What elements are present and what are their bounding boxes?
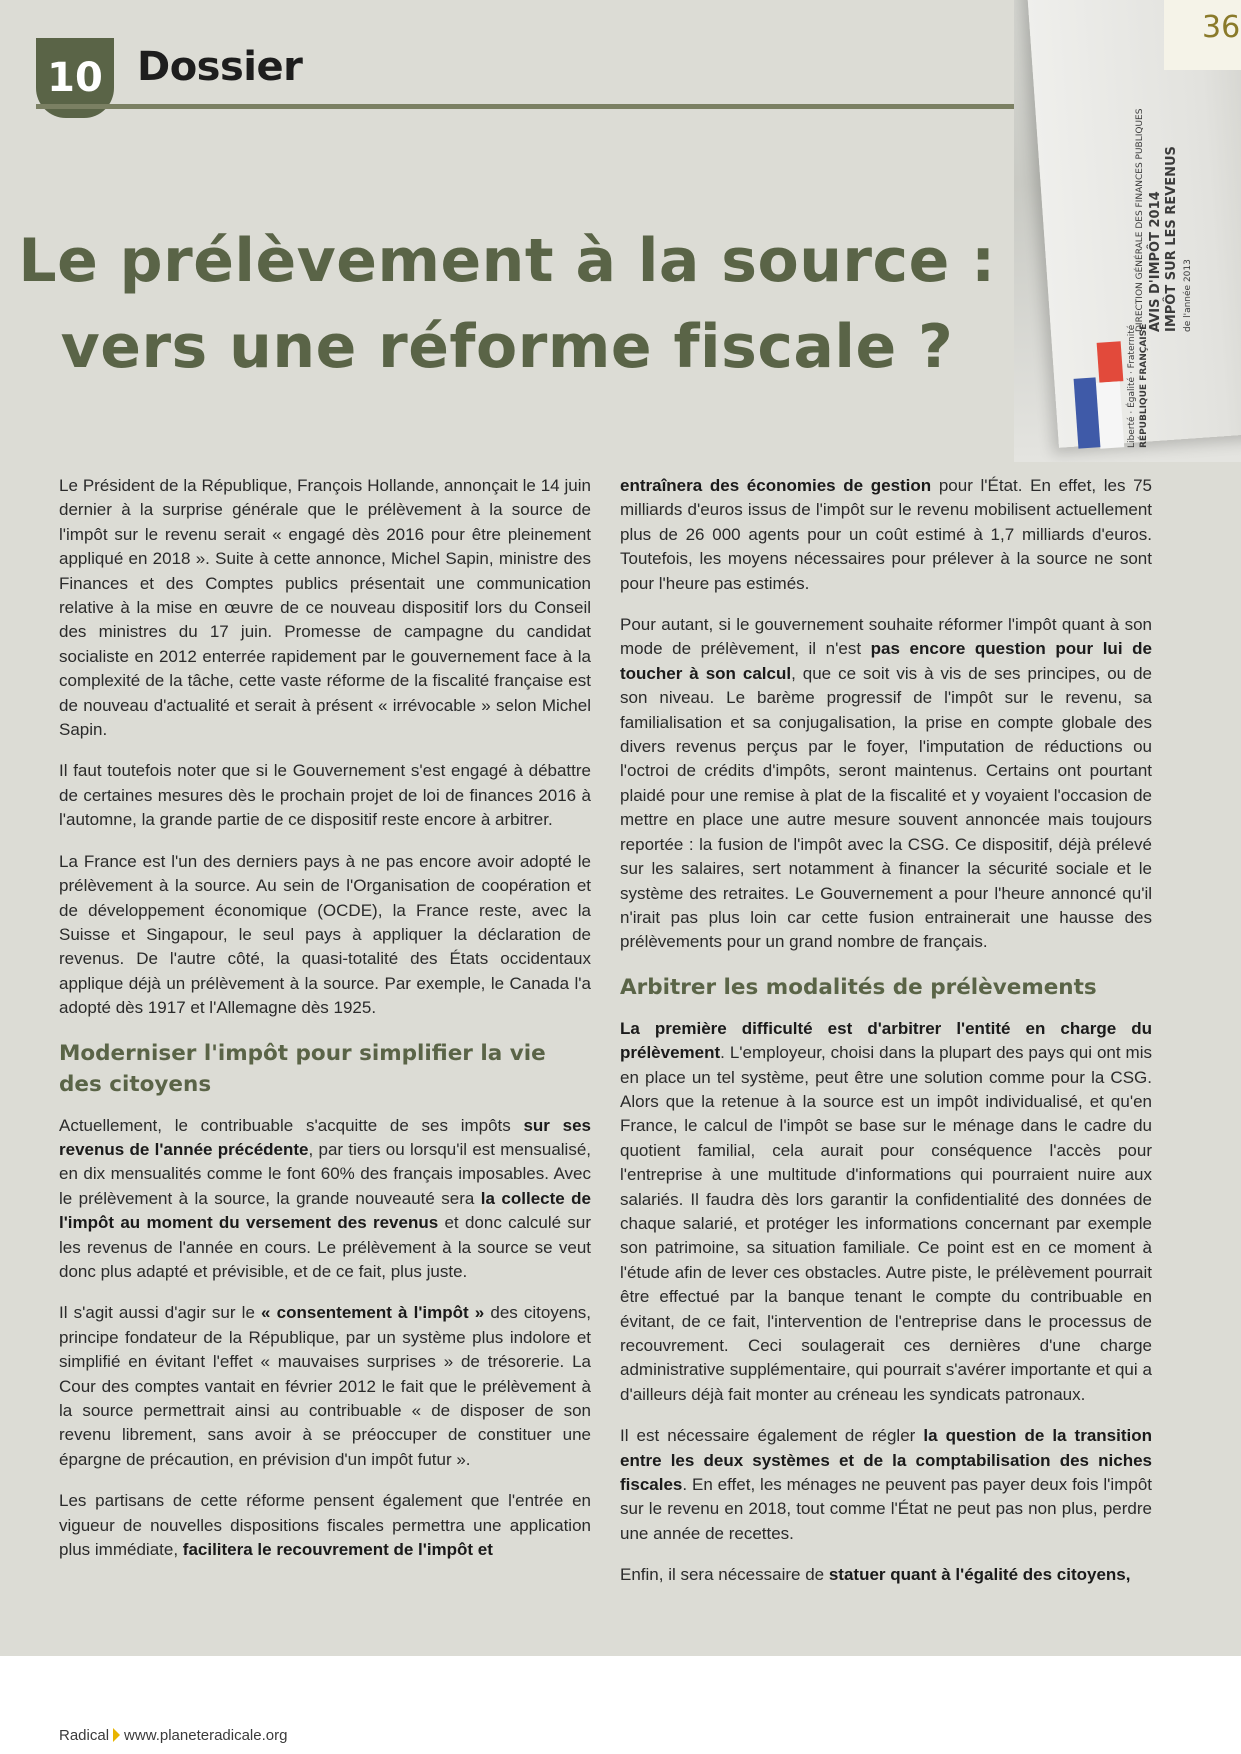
paragraph: Le Président de la République, François Hollande, annonçait le 14 juin dernier à la surprise générale que le prélèvement à la source de l'impôt sur le revenu serait « engagé dès 2016 pour être pleinement appliqué en 2018 ». Suite à cette annonce, Michel Sapin, ministre des Finances et des Comptes publics présentait une communication relative à la mise en œuvre de ce nouveau dispositif lors du Conseil des ministres du 17 juin. Promesse de campagne du candidat socialiste en 2012 enterrée rapidement par le gouvernement face à la complexité de la tâche, cette vaste réforme de la fiscalité française est de nouveau d'actualité et serait à présent « irrévocable » selon Michel Sapin.	[59, 476, 591, 740]
sticky-note-text: 36	[1202, 10, 1241, 45]
paragraph: Il faut toutefois noter que si le Gouvernement s'est engagé à débattre de certaines mesures dès le prochain projet de loi de finances 2016 à l'automne, la grande partie de ce dispositif reste encore à arbitrer.	[59, 761, 591, 830]
republic-logo-white	[1096, 381, 1125, 449]
republic-text	[1126, 148, 1150, 448]
header-divider	[36, 104, 1014, 109]
republic-line-1: Liberté · Égalité · Fraternité	[1127, 324, 1137, 448]
headline-line-2: vers une réforme fiscale ?	[60, 312, 954, 382]
paragraph: Pour autant, si le gouvernement souhaite réformer l'impôt quant à son mode de prélèvement, il n'est pas encore question pour lui de toucher à son calcul, que ce soit vis à vis de ses principes, ou de son niveau. Le barème progressif de l'impôt sur le revenu, sa familialisation et sa conjugalisation, la prise en compte globale des divers revenus perçus par le foyer, l'imputation de réductions ou l'octroi de crédits d'impôts, seront maintenus. Certains ont pourtant plaidé pour une remise à plat de la fiscalité et y voyaient l'occasion de mettre en place une autre mesure souvent annoncée mais toujours reportée : la fusion de l'impôt avec la CSG. Ce dispositif, déjà prélevé sur les salaires, sert notamment à financer la sécurité sociale et le système des retraites. Le Gouvernement a pour l'heure annoncé qu'il n'irait pas plus loin car cette fusion entrainerait une hausse des prélèvements pour un grand nombre de français.	[620, 615, 1152, 952]
tax-notice-photo	[1014, 0, 1241, 462]
subheading-arbitrer: Arbitrer les modalités de prélèvements	[620, 974, 1097, 1000]
section-title: Dossier	[137, 44, 303, 90]
republic-logo-red	[1097, 341, 1124, 383]
notice-line-2: AVIS D'IMPÔT 2014	[1148, 191, 1163, 332]
footer-arrow-icon	[113, 1728, 120, 1742]
paragraph: Actuellement, le contribuable s'acquitte de ses impôts sur ses revenus de l'année précédente, par tiers ou lorsqu'il est mensualisé, en dix mensualités comme le font 60% des français imposables. Avec le prélèvement à la source, la grande nouveauté sera la collecte de l'impôt au moment du versement des revenus et donc calculé sur les revenus de l'année en cours. Le prélèvement à la source se veut donc plus adapté et prévisible, et de ce fait, plus juste.	[59, 1115, 592, 1281]
headline-line-1: Le prélèvement à la source :	[18, 226, 996, 296]
notice-line-3: IMPÔT SUR LES REVENUS	[1164, 146, 1179, 332]
paragraph: Les partisans de cette réforme pensent également que l'entrée en vigueur de nouvelles dispositions fiscales permettra une application plus immédiate, facilitera le recouvrement de l'impôt et	[59, 1491, 591, 1560]
paragraph: Il s'agit aussi d'agir sur le « consentement à l'impôt » des citoyens, principe fondateur de la République, par un système plus indolore et simplifié en évitant l'effet « mauvaises surprises » de trésorerie. La Cour des comptes vantait en février 2012 le fait que le prélèvement à la source permettrait ainsi au contribuable « de disposer de son revenu librement, sans avoir à se préoccuper de constituer une épargne de précaution, en prévision d'un impôt futur ».	[59, 1303, 591, 1469]
left-column	[59, 474, 591, 1579]
subheading-moderniser: Moderniser l'impôt pour simplifier la vie des citoyens	[59, 1040, 546, 1097]
footer-brand: Radical	[59, 1727, 110, 1744]
right-column	[620, 474, 1152, 1605]
footer-url[interactable]: www.planeteradicale.org	[124, 1727, 288, 1744]
paragraph: La France est l'un des derniers pays à ne pas encore avoir adopté le prélèvement à la source. Au sein de l'Organisation de coopération et de développement économique (OCDE), la France reste, avec la Suisse et Singapour, le seul pays à appliquer la déclaration de revenus. De l'autre côté, la quasi-totalité des États occidentaux applique déjà un prélèvement à la source. Par exemple, le Canada l'a adopté dès 1917 et l'Allemagne dès 1925.	[59, 851, 591, 1018]
paragraph: Il est nécessaire également de régler la question de la transition entre les deux systèmes et de la comptabilisation des niches fiscales. En effet, les ménages ne peuvent pas payer deux fois l'impôt sur le revenu en 2018, tout comme l'État ne peut pas non plus, perdre une année de recettes.	[620, 1426, 1152, 1543]
republic-line-2: RÉPUBLIQUE FRANÇAISE	[1139, 323, 1149, 448]
notice-line-1: DIRECTION GÉNÉRALE DES FINANCES PUBLIQUES	[1135, 108, 1145, 332]
paragraph: entraînera des économies de gestion pour l'État. En effet, les 75 milliards d'euros issus de l'impôt sur le revenu mobilisent actuellement plus de 26 000 agents pour un coût estimé à 1,7 milliards d'euros. Toutefois, les moyens nécessaires pour prélever à la source ne sont pour l'heure pas estimés.	[620, 476, 1153, 593]
notice-line-4: de l'année 2013	[1183, 259, 1193, 332]
footer	[59, 1727, 287, 1744]
paragraph: La première difficulté est d'arbitrer l'entité en charge du prélèvement. L'employeur, choisi dans la plupart des pays qui ont mis en place un tel système, peut être une solution comme pour la CSG. Alors que la retenue à la source est un impôt individualisé, et qu'en France, le calcul de l'impôt se base sur le ménage dans le cadre du quotient familial, cela aurait pour conséquence l'accès pour l'entreprise à une multitude d'informations qui pourraient nuire aux salariés. Il faudra dès lors garantir la confidentialité des données de chaque salarié, et protéger les informations concernant par exemple son patrimoine, sa situation familiale. Ce point est en ce moment à l'étude afin de lever ces obstacles. Autre piste, le prélèvement pourrait être effectué par la banque tenant le compte du contribuable en évitant, de ce fait, l'intervention de l'entreprise dans le processus de recouvrement. Ceci soulagerait ces dernières d'une charge administrative supplémentaire, qui pourrait s'avérer importante et qui a d'ailleurs déjà fait monter au créneau les syndicats patronaux.	[620, 1018, 1152, 1404]
paragraph: Enfin, il sera nécessaire de statuer quant à l'égalité des citoyens,	[620, 1565, 1131, 1585]
page-number-badge: 10	[36, 38, 114, 118]
article-headline	[0, 218, 1014, 390]
